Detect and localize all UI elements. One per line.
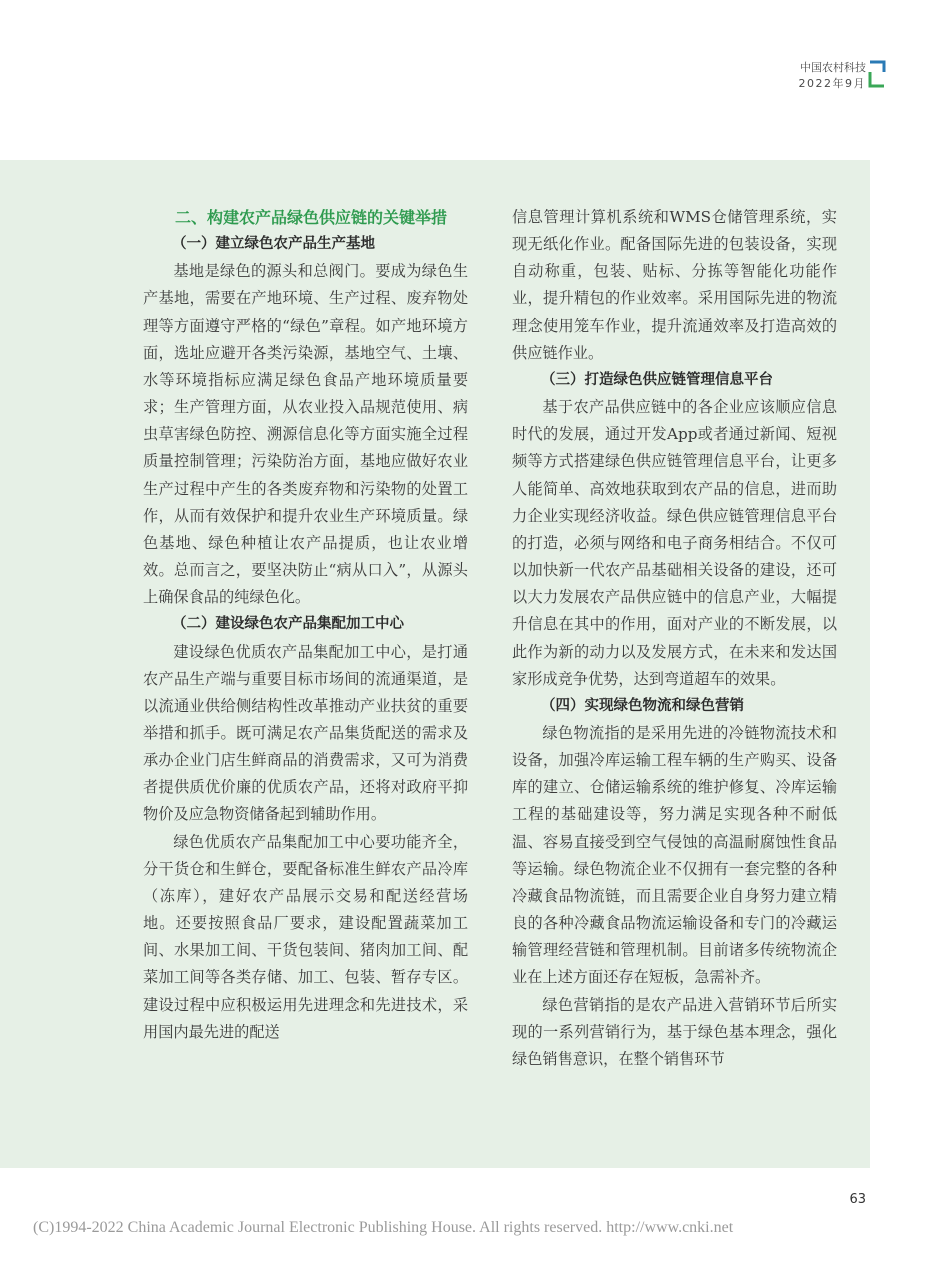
subsection-title-4: （四）实现绿色物流和绿色营销 xyxy=(541,697,744,714)
right-column xyxy=(512,204,837,1073)
paragraph-continued: 信息管理计算机系统和WMS仓储管理系统，实现无纸化作业。配备国际先进的包装设备，实现自动称重，包装、贴标、分拣等智能化功能作业，提升精包的作业效率。采用国际先进的物流理念使用笼车作业，提升流通效率及打造高效的供应链作业。 xyxy=(512,208,837,362)
paragraph: 绿色营销指的是农产品进入营销环节后所实现的一系列营销行为，基于绿色基本理念，强化绿色销售意识，在整个销售环节 xyxy=(512,995,837,1068)
left-column xyxy=(143,204,468,1046)
paragraph: 基地是绿色的源头和总阀门。要成为绿色生产基地，需要在产地环境、生产过程、废弃物处理等方面遵守严格的“绿色”章程。如产地环境方面，选址应避开各类污染源，基地空气、土壤、水等环境指标应满足绿色食品产地环境质量要求；生产管理方面，从农业投入品规范使用、病虫草害绿色防控、溯源信息化等方面实施全过程质量控制管理；污染防治方面，基地应做好农业生产过程中产生的各类废弃物和污染物的处置工作，从而有效保护和提升农业生产环境质量。绿色基地、绿色种植让农产品提质，也让农业增效。总而言之，要坚决防止“病从口入”，从源头上确保食品的纯绿色化。 xyxy=(143,262,468,607)
journal-name: 中国农村科技 xyxy=(800,61,866,74)
subsection-title-2: （二）建设绿色农产品集配加工中心 xyxy=(172,616,404,633)
section-title: 二、构建农产品绿色供应链的关键举措 xyxy=(175,208,448,227)
page-number: 63 xyxy=(849,1192,866,1207)
journal-issue: 2022年9月 xyxy=(798,77,866,90)
bracket-logo-icon xyxy=(868,60,886,88)
copyright-notice: (C)1994-2022 China Academic Journal Electronic Publishing House. All rights reserved. http://www.cnki.net xyxy=(33,1219,734,1236)
paragraph: 绿色优质农产品集配加工中心要功能齐全，分干货仓和生鲜仓，要配备标准生鲜农产品冷库（冻库），建好农产品展示交易和配送经营场地。还要按照食品厂要求，建设配置蔬菜加工间、水果加工间、干货包装间、猪肉加工间、配菜加工间等各类存储、加工、包装、暂存专区。建设过程中应积极运用先进理念和先进技术，采用国内最先进的配送 xyxy=(143,832,468,1041)
journal-header xyxy=(799,60,867,92)
paragraph: 建设绿色优质农产品集配加工中心，是打通农产品生产端与重要目标市场间的流通渠道，是以流通业供给侧结构性改革推动产业扶贫的重要举措和抓手。既可满足农产品集货配送的需求及承办企业门店生鲜商品的消费需求，又可为消费者提供质优价廉的优质农产品，还将对政府平抑物价及应急物资储备起到辅助作用。 xyxy=(143,642,468,824)
paragraph: 基于农产品供应链中的各企业应该顺应信息时代的发展，通过开发App或者通过新闻、短视频等方式搭建绿色供应链管理信息平台，让更多人能简单、高效地获取到农产品的信息，进而助力企业实现经济收益。绿色供应链管理信息平台的打造，必须与网络和电子商务相结合。不仅可以加快新一代农产品基础相关设备的建设，还可以大力发展农产品供应链中的信息产业，大幅提升信息在其中的作用，面对产业的不断发展，以此作为新的动力以及发展方式，在未来和发达国家形成竞争优势，达到弯道超车的效果。 xyxy=(512,398,837,688)
subsection-title-3: （三）打造绿色供应链管理信息平台 xyxy=(541,371,773,388)
subsection-title-1: （一）建立绿色农产品生产基地 xyxy=(172,236,375,253)
paragraph: 绿色物流指的是采用先进的冷链物流技术和设备，加强冷库运输工程车辆的生产购买、设备库的建立、仓储运输系统的维护修复、冷库运输工程的基础建设等，努力满足实现各种不耐低温、容易直接受到空气侵蚀的高温耐腐蚀性食品等运输。绿色物流企业不仅拥有一套完整的各种冷藏食品物流链，而且需要企业自身努力建立精良的各种冷藏食品物流运输设备和专门的冷藏运输管理经营链和管理机制。目前诸多传统物流企业在上述方面还存在短板，急需补齐。 xyxy=(512,723,837,987)
